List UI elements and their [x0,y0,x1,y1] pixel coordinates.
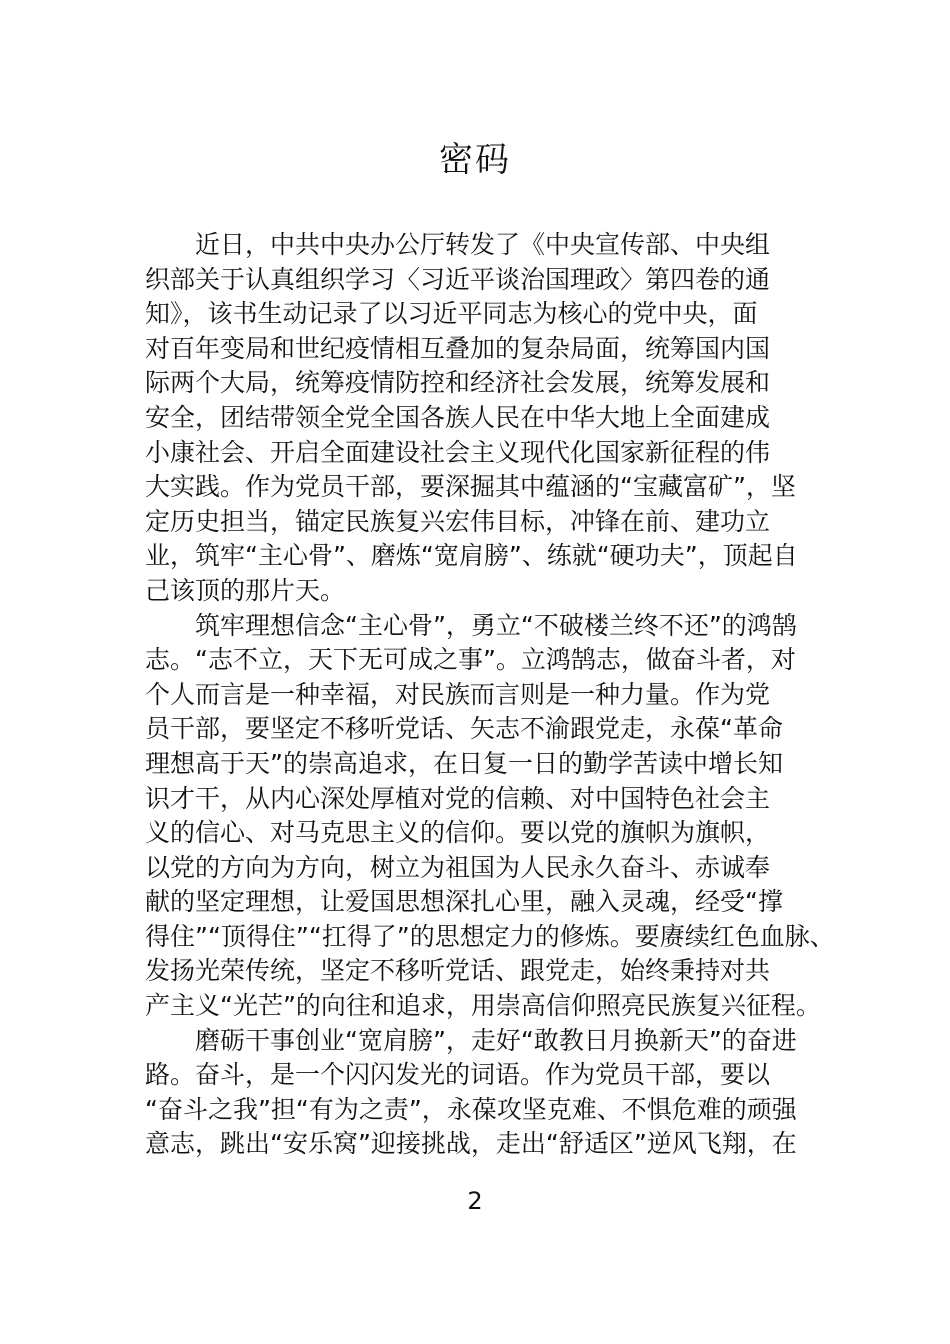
text-line: 安全，团结带领全党全国各族人民在中华大地上全面建成 [145,402,771,432]
text-line: 近日，中共中央办公厅转发了《中央宣传部、中央组 [195,230,771,259]
text-line: 磨砺干事创业“宽肩膀”，走好“敢教日月换新天”的奋进 [195,1025,797,1055]
text-line: 发扬光荣传统，坚定不移听党话、跟党走，始终秉持对共 [145,956,771,986]
text-line: 大实践。作为党员干部，要深掘其中蕴涵的“宝藏富矿”，坚 [145,472,796,502]
text-line: 员干部，要坚定不移听党话、矢志不渝跟党走，永葆“革命 [145,714,783,744]
text-line: 产主义“光芒”的向往和追求，用崇高信仰照亮民族复兴征程。 [145,991,821,1021]
text-line: 以党的方向为方向，树立为祖国为人民永久奋斗、赤诚奉 [145,852,771,882]
text-line: 志。“志不立，天下无可成之事”。立鸿鹄志，做奋斗者，对 [145,645,796,675]
text-line: 业，筑牢“主心骨”、磨炼“宽肩膀”、练就“硬功夫”，顶起自 [145,541,798,571]
page-number: 2 [467,1187,483,1215]
text-line: 际两个大局，统筹疫情防控和经济社会发展，统筹发展和 [145,368,771,398]
text-line: 路。奋斗，是一个闪闪发光的词语。作为党员干部，要以 [145,1060,771,1090]
text-line: 筑牢理想信念“主心骨”，勇立“不破楼兰终不还”的鸿鹄 [195,610,797,640]
text-line: 己该顶的那片天。 [145,575,346,605]
document-body [145,228,835,1162]
text-line: 献的坚定理想，让爱国思想深扎心里，融入灵魂，经受“撑 [145,887,783,917]
text-line: 织部关于认真组织学习〈习近平谈治国理政〉第四卷的通 [145,264,771,294]
text-line: 识才干，从内心深处厚植对党的信赖、对中国特色社会主 [145,783,771,813]
text-line: 义的信心、对马克思主义的信仰。要以党的旗帜为旗帜， [145,818,771,848]
text-line: 知》，该书生动记录了以习近平同志为核心的党中央，面 [145,299,758,329]
text-line: 定历史担当，锚定民族复兴宏伟目标，冲锋在前、建功立 [145,506,771,536]
text-line: 理想高于天”的崇高追求，在日复一日的勤学苦读中增长知 [145,748,783,778]
text-line: 小康社会、开启全面建设社会主义现代化国家新征程的伟 [145,437,771,467]
text-line: 个人而言是一种幸福，对民族而言则是一种力量。作为党 [145,679,771,709]
text-line: “奋斗之我”担“有为之责”，永葆攻坚克难、不惧危难的顽强 [145,1094,797,1124]
text-line: 对百年变局和世纪疫情相互叠加的复杂局面，统筹国内国 [145,333,771,363]
text-line: 得住”“顶得住”“扛得了”的思想定力的修炼。要赓续红色血脉、 [145,921,835,951]
text-line: 意志，跳出“安乐窝”迎接挑战，走出“舒适区”逆风飞翔，在 [145,1129,797,1159]
document-title: 密码 [439,140,511,180]
